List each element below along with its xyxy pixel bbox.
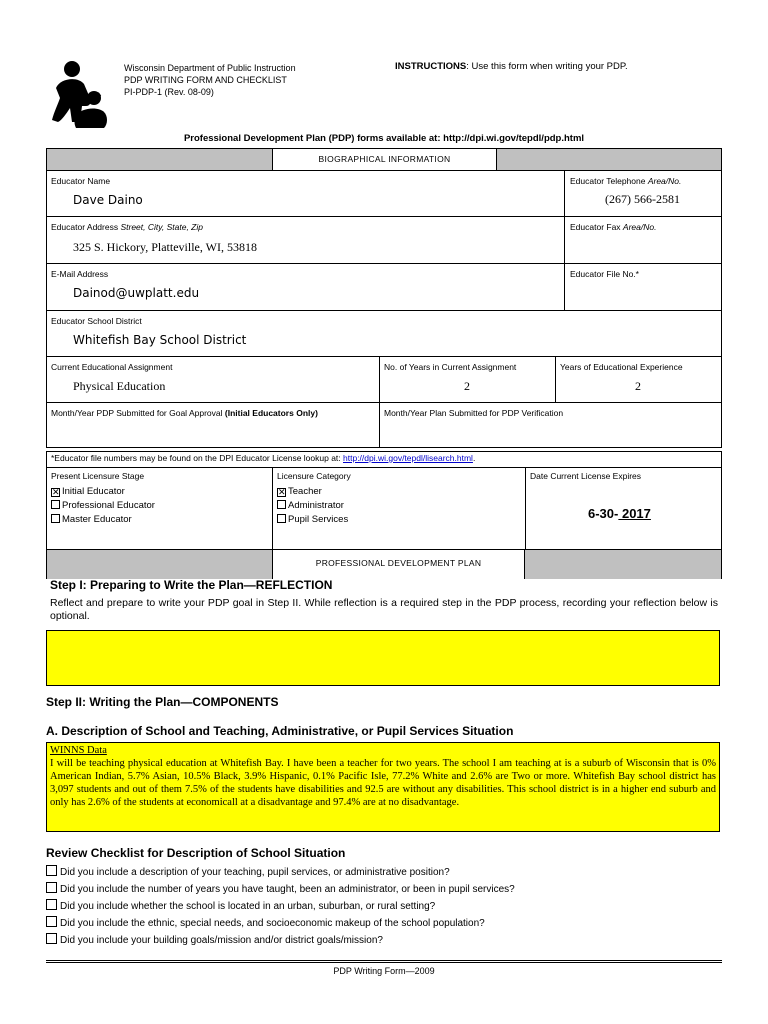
review-checklist: [46, 864, 720, 949]
goal-approval-label: Month/Year PDP Submitted for Goal Approval (Initial Educators Only): [51, 408, 318, 418]
checklist-item-label: Did you include whether the school is located in an urban, suburban, or rural setting?: [60, 901, 436, 912]
bio-section-title: BIOGRAPHICAL INFORMATION: [272, 149, 497, 170]
license-option: [51, 499, 155, 513]
step1-instructions: Reflect and prepare to write your PDP goal in Step II. While reflection is a required step in the PDP process, recording your reflection below is optional.: [50, 597, 718, 622]
checklist-checkbox[interactable]: [46, 933, 57, 944]
email-row: [47, 263, 721, 310]
years-experience-field[interactable]: 2: [635, 379, 641, 393]
assignment-row: [47, 356, 721, 402]
parent-child-logo-icon: [46, 58, 114, 130]
option-label: Administrator: [288, 500, 344, 511]
expires-label: Date Current License Expires: [530, 471, 642, 481]
instructions-label: INSTRUCTIONS: [395, 61, 467, 72]
agency-name: Wisconsin Department of Public Instruction: [124, 63, 296, 73]
checked-checkbox[interactable]: ✕: [278, 487, 286, 497]
district-row: [47, 310, 721, 356]
license-option: [51, 485, 155, 499]
checklist-item: [46, 881, 720, 898]
email-label: E-Mail Address: [51, 269, 109, 279]
checklist-item: [46, 864, 720, 881]
forms-available-note: Professional Development Plan (PDP) forms available at: http://dpi.wi.gov/tepdl/pdp.html: [183, 133, 585, 144]
instructions-text: : Use this form when writing your PDP.: [466, 61, 628, 72]
option-label: Teacher: [288, 486, 322, 497]
option-label: Professional Educator: [62, 500, 155, 511]
file-number-label: Educator File No.*: [570, 269, 639, 279]
checkbox[interactable]: [277, 500, 286, 509]
checklist-checkbox[interactable]: [46, 882, 57, 893]
checklist-item-label: Did you include the ethnic, special needs, and socioeconomic makeup of the school population?: [60, 918, 485, 929]
checkbox[interactable]: [277, 514, 286, 523]
address-label: Educator Address Street, City, State, Zip: [51, 222, 203, 232]
checklist-item: [46, 915, 720, 932]
license-option: [277, 513, 348, 527]
verification-label: Month/Year Plan Submitted for PDP Verification: [384, 408, 564, 418]
option-label: Pupil Services: [288, 514, 349, 525]
checkbox[interactable]: [51, 514, 60, 523]
license-option: [277, 499, 348, 513]
licensure-row: [47, 467, 721, 549]
checklist-item-label: Did you include a description of your teaching, pupil services, or administrative position?: [60, 867, 450, 878]
checklist-title: Review Checklist for Description of School Situation: [46, 846, 346, 860]
phone-label: Educator Telephone Area/No.: [570, 176, 682, 186]
school-description-field[interactable]: [46, 742, 720, 832]
name-label: Educator Name: [51, 176, 111, 186]
license-option: [277, 485, 348, 499]
biographical-table: [46, 148, 722, 448]
license-option: [51, 513, 155, 527]
address-field[interactable]: 325 S. Hickory, Platteville, WI, 53818: [73, 240, 257, 254]
winns-data-label: WINNS Data: [50, 745, 107, 756]
checklist-item-label: Did you include the number of years you have taught, been an administrator, or been in pupil services?: [60, 884, 515, 895]
option-label: Initial Educator: [62, 486, 125, 497]
years-experience-label: Years of Educational Experience: [560, 362, 683, 372]
license-lookup-link[interactable]: http://dpi.wi.gov/tepdl/lisearch.html: [343, 453, 473, 463]
category-options: [277, 485, 348, 527]
checklist-checkbox[interactable]: [46, 916, 57, 927]
pdp-section-title: PROFESSIONAL DEVELOPMENT PLAN: [272, 550, 525, 579]
footer-text: PDP Writing Form—2009: [333, 966, 435, 976]
bio-title-bar: [47, 149, 721, 170]
checked-checkbox[interactable]: ✕: [52, 487, 60, 497]
reflection-field[interactable]: [46, 630, 720, 686]
form-header: [124, 62, 364, 98]
school-description-text: I will be teaching physical education at Whitefish Bay. I have been a teacher for two years. The school I am teaching at is a suburb of Wisconsin that is 0% American Indian, 5.7% Asian, 10.5% Black, 3.9% Hispanic, 0.1% Pacific Isle, 77.2% White and 2.6% are Two or more. Whitefish Bay school district has 3,097 students and out of them 7.5% of the students have disabilities and 92.5 are without any disabilities. This school district is in a higher end suburb and only has 2.6% of the students at economicall at a disadvantage and 97.4% are at no disadvantage.: [50, 758, 716, 808]
checklist-item: [46, 898, 720, 915]
dpi-logo: [46, 58, 114, 130]
form-title: PDP WRITING FORM AND CHECKLIST: [124, 75, 287, 85]
fax-label: Educator Fax Area/No.: [570, 222, 657, 232]
years-current-field[interactable]: 2: [464, 379, 470, 393]
form-code: PI-PDP-1 (Rev. 08-09): [124, 87, 214, 97]
stage-label: Present Licensure Stage: [51, 471, 145, 481]
step2-title: Step II: Writing the Plan—COMPONENTS: [46, 695, 279, 709]
checklist-item-label: Did you include your building goals/mission and/or district goals/mission?: [60, 935, 383, 946]
checklist-checkbox[interactable]: [46, 899, 57, 910]
submission-row: [47, 402, 721, 447]
email-field[interactable]: Dainod@uwplatt.edu: [73, 286, 200, 300]
address-row: [47, 216, 721, 263]
licensure-table: [46, 451, 722, 579]
footer-rule: [46, 960, 722, 963]
name-row: [47, 170, 721, 216]
option-label: Master Educator: [62, 514, 132, 525]
section-a-title: A. Description of School and Teaching, Administrative, or Pupil Services Situation: [46, 724, 514, 738]
checklist-checkbox[interactable]: [46, 865, 57, 876]
expires-field[interactable]: 6-30- 2017: [588, 506, 651, 521]
stage-options: [51, 485, 155, 527]
years-current-label: No. of Years in Current Assignment: [384, 362, 517, 372]
district-label: Educator School District: [51, 316, 142, 326]
phone-field[interactable]: (267) 566-2581: [605, 192, 680, 206]
district-field[interactable]: Whitefish Bay School District: [73, 333, 247, 347]
assignment-label: Current Educational Assignment: [51, 362, 173, 372]
instructions: [395, 61, 628, 72]
name-field[interactable]: Dave Daino: [73, 193, 143, 207]
assignment-field[interactable]: Physical Education: [73, 379, 166, 393]
step1-title: Step I: Preparing to Write the Plan—REFLECTION: [50, 578, 333, 592]
checkbox[interactable]: [51, 500, 60, 509]
pdp-title-bar: [47, 549, 721, 579]
category-label: Licensure Category: [277, 471, 351, 481]
file-number-note: *Educator file numbers may be found on the DPI Educator License lookup at: http://dpi.wi.gov/tepdl/lisearch.html.: [51, 453, 476, 463]
checklist-item: [46, 932, 720, 949]
